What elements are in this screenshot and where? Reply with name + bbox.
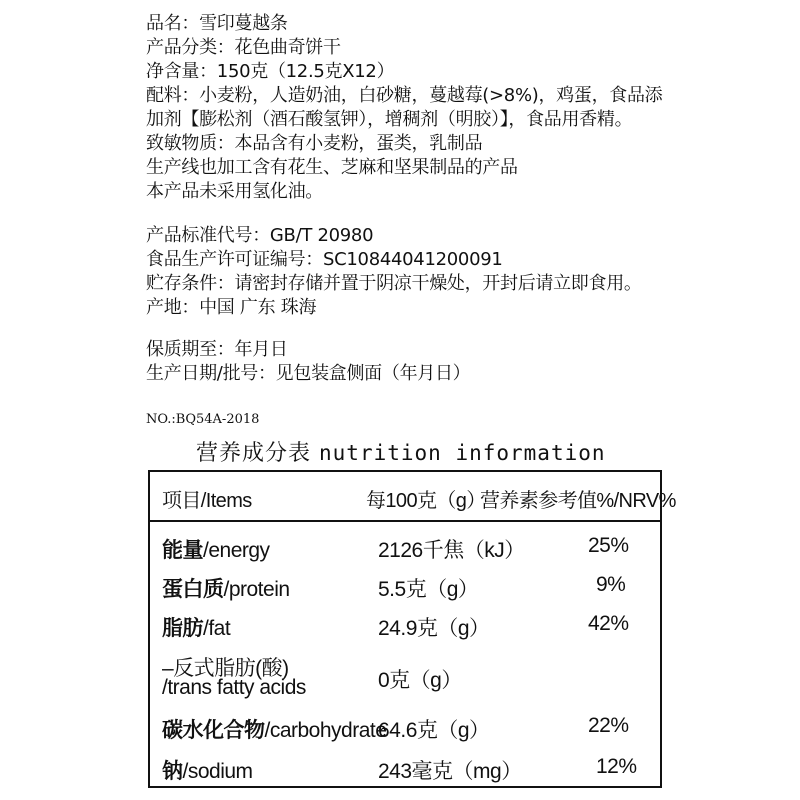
row-sodium-value: 243毫克（mg） (378, 760, 522, 783)
expiry-line: 保质期至：年月日 (146, 339, 288, 360)
origin-line: 产地：中国 广东 珠海 (146, 297, 317, 318)
row-carb-name-cn: 碳水化合物 (162, 719, 265, 742)
row-protein-name (162, 573, 290, 603)
product-info-block (146, 12, 786, 386)
row-transfat-value: 0克（g） (378, 669, 462, 692)
row-transfat-name-line1: –反式脂肪(酸) (162, 657, 289, 680)
table-header-row (150, 472, 676, 522)
row-carb-nrv: 22% (588, 714, 629, 737)
ingredients-line-2: 加剂【膨松剂（酒石酸氢钾），增稠剂（明胶）】，食品用香精。 (146, 109, 633, 130)
net-weight-line: 净含量：150克（12.5克X12） (146, 61, 395, 82)
production-date-line: 生产日期/批号：见包装盒侧面（年月日） (146, 363, 471, 384)
nutrition-title (196, 436, 606, 467)
row-fat-name-en: /fat (203, 617, 231, 640)
standard-code-line: 产品标准代号：GB/T 20980 (146, 225, 374, 246)
nutrition-title-en: nutrition information (319, 441, 606, 465)
row-fat-name (162, 612, 230, 642)
row-energy-nrv: 25% (588, 534, 629, 557)
hydrogenated-oil-note: 本产品未采用氢化油。 (146, 181, 323, 202)
row-sodium-name-cn: 钠 (162, 760, 183, 783)
allergen-line: 致敏物质：本品含有小麦粉，蛋类，乳制品 (146, 133, 483, 154)
nutrition-table (148, 470, 676, 788)
row-fat-nrv: 42% (588, 612, 629, 635)
row-energy-name-cn: 能量 (162, 539, 203, 562)
product-category-line: 产品分类：花色曲奇饼干 (146, 37, 341, 58)
storage-line: 贮存条件：请密封存储并置于阴凉干燥处，开封后请立即食用。 (146, 273, 642, 294)
row-carb-value: 64.6克（g） (378, 719, 490, 742)
license-number-line: 食品生产许可证编号：SC10844041200091 (146, 249, 503, 270)
row-energy-value: 2126千焦（kJ） (378, 539, 525, 562)
row-protein-nrv: 9% (596, 573, 626, 596)
row-protein-value: 5.5克（g） (378, 578, 479, 601)
row-protein-name-en: /protein (223, 578, 290, 601)
production-line-note: 生产线也加工含有花生、芝麻和坚果制品的产品 (146, 157, 518, 178)
row-sodium-nrv: 12% (596, 755, 637, 778)
row-protein-name-cn: 蛋白质 (162, 578, 224, 601)
row-fat-name-cn: 脂肪 (162, 617, 203, 640)
row-sodium-name-en: /sodium (182, 760, 253, 783)
row-energy-name (162, 534, 270, 564)
row-sodium-name (162, 755, 253, 785)
header-per100: 每100克（g） (366, 490, 486, 512)
ingredients-line-1: 配料：小麦粉，人造奶油，白砂糖，蔓越莓(>8%)，鸡蛋，食品添 (146, 85, 663, 106)
header-item: 项目/Items (162, 490, 252, 512)
code-number: NO.:BQ54A-2018 (146, 412, 260, 427)
header-nrv: 营养素参考值%/NRV% (480, 490, 676, 512)
row-carb-name (162, 714, 386, 744)
product-name-line: 品名：雪印蔓越条 (146, 13, 288, 34)
nutrition-title-cn: 营养成分表 (196, 441, 312, 466)
row-fat-value: 24.9克（g） (378, 617, 490, 640)
row-carb-name-en: /carbohydrate (264, 719, 387, 742)
row-transfat-name-line2: /trans fatty acids (162, 676, 306, 699)
row-energy-name-en: /energy (203, 539, 270, 562)
